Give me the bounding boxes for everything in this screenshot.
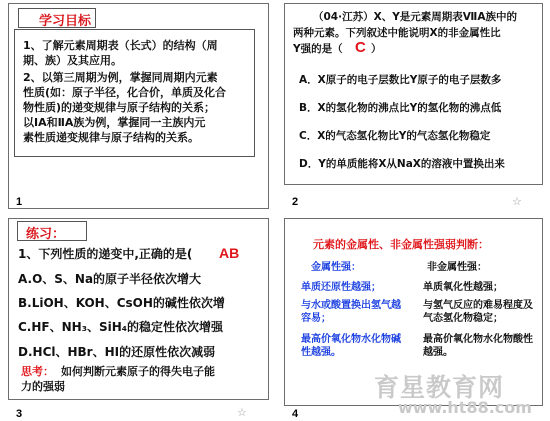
slide-1[interactable]: [8, 3, 269, 209]
slide-4-metal-row-3: 最高价氧化物水化物碱性越强。: [301, 334, 401, 358]
slide-4-metal-header: 金属性强：: [311, 262, 361, 273]
slide-3-option-c: C.HF、NH₃、SiH₄的稳定性依次增强: [18, 320, 224, 334]
slide-1-number: 1: [16, 196, 23, 208]
slide-4-nonmetal-row-2: 与氢气反应的难易程度及气态氢化物稳定；: [423, 300, 533, 324]
slide-3-title-box: [17, 221, 87, 241]
slide-4-nonmetal-row-3: 最高价氧化物水化物酸性越强。: [423, 334, 533, 358]
slide-4-metal-row-1: 单质还原性越强；: [301, 282, 381, 293]
slide-4-nonmetal-row-1: 单质氧化性越强；: [423, 282, 503, 293]
slide-3-option-d: D.HCl、HBr、HI的还原性依次减弱: [18, 345, 216, 359]
slide-1-line-1: 1、了解元素周期表（长式）的结构（周: [23, 39, 218, 52]
slide-3-think-text-2: 力的强弱: [21, 380, 65, 393]
slide-2-star-icon: ☆: [512, 195, 522, 208]
slide-1-title-box: [18, 8, 96, 28]
slide-4-title: 元素的金属性、非金属性强弱判断：: [313, 238, 489, 251]
slide-3-star-icon: ☆: [237, 406, 247, 419]
slide-2-question-line-3: Y强的是（: [293, 43, 343, 55]
slide-1-title: 学习目标: [39, 14, 92, 29]
slide-3-question: 1、下列性质的递变中,正确的是(: [18, 247, 193, 261]
slide-3-option-b: B.LiOH、KOH、CsOH的碱性依次增: [18, 296, 225, 310]
slide-2[interactable]: [284, 3, 543, 185]
slide-3-answer: AB: [219, 245, 240, 261]
slide-1-line-6: 以ⅠA和ⅡA族为例，掌握同一主族内元: [23, 116, 206, 129]
slide-2-number: 2: [292, 196, 299, 208]
slide-2-option-c: C．X的气态氢化物比Y的气态氢化物稳定: [299, 130, 491, 142]
slide-2-answer: C: [355, 39, 366, 56]
slide-2-question-line-1: （04·江苏）X、Y是元素周期表ⅦA族中的: [313, 11, 517, 23]
slide-1-line-2: 期、族）及其应用。: [23, 54, 122, 67]
slide-3-number: 3: [16, 408, 23, 420]
slide-3-title: 练习：: [26, 227, 66, 242]
slide-1-line-5: 物性质)的递变规律与原子结构的关系；: [23, 101, 216, 114]
slide-3-think-label: 思考：: [21, 365, 54, 378]
slide-1-line-4: 性质(如：原子半径，化合价，单质及化合: [23, 86, 227, 99]
slide-4-metal-row-2: 与水或酸置换出氢气越容易；: [301, 300, 401, 324]
slide-2-option-a: A．X原子的电子层数比Y原子的电子层数多: [299, 74, 502, 86]
slide-2-question-line-2: 两种元素。下列叙述中能说明X的非金属性比: [293, 27, 501, 39]
slide-4-nonmetal-header: 非金属性强：: [427, 262, 487, 273]
slide-2-close-paren: ）: [371, 43, 382, 55]
slide-4-number: 4: [292, 408, 299, 420]
watermark-brand: 育星教育网: [374, 373, 505, 402]
slide-1-line-7: 素性质递变规律与原子结构的关系。: [23, 131, 199, 144]
slide-3[interactable]: [8, 218, 269, 400]
slide-2-option-b: B．X的氢化物的沸点比Y的氢化物的沸点低: [299, 102, 502, 114]
slide-3-option-a: A.O、S、Na的原子半径依次增大: [18, 272, 202, 286]
slide-3-think-text: 如何判断元素原子的得失电子能: [61, 365, 215, 378]
slide-2-option-d: D．Y的单质能将X从NaX的溶液中置换出来: [299, 158, 505, 170]
slide-1-line-3: 2、以第三周期为例，掌握同周期内元素: [23, 71, 218, 84]
watermark-url: www.ht88.com: [398, 398, 532, 417]
